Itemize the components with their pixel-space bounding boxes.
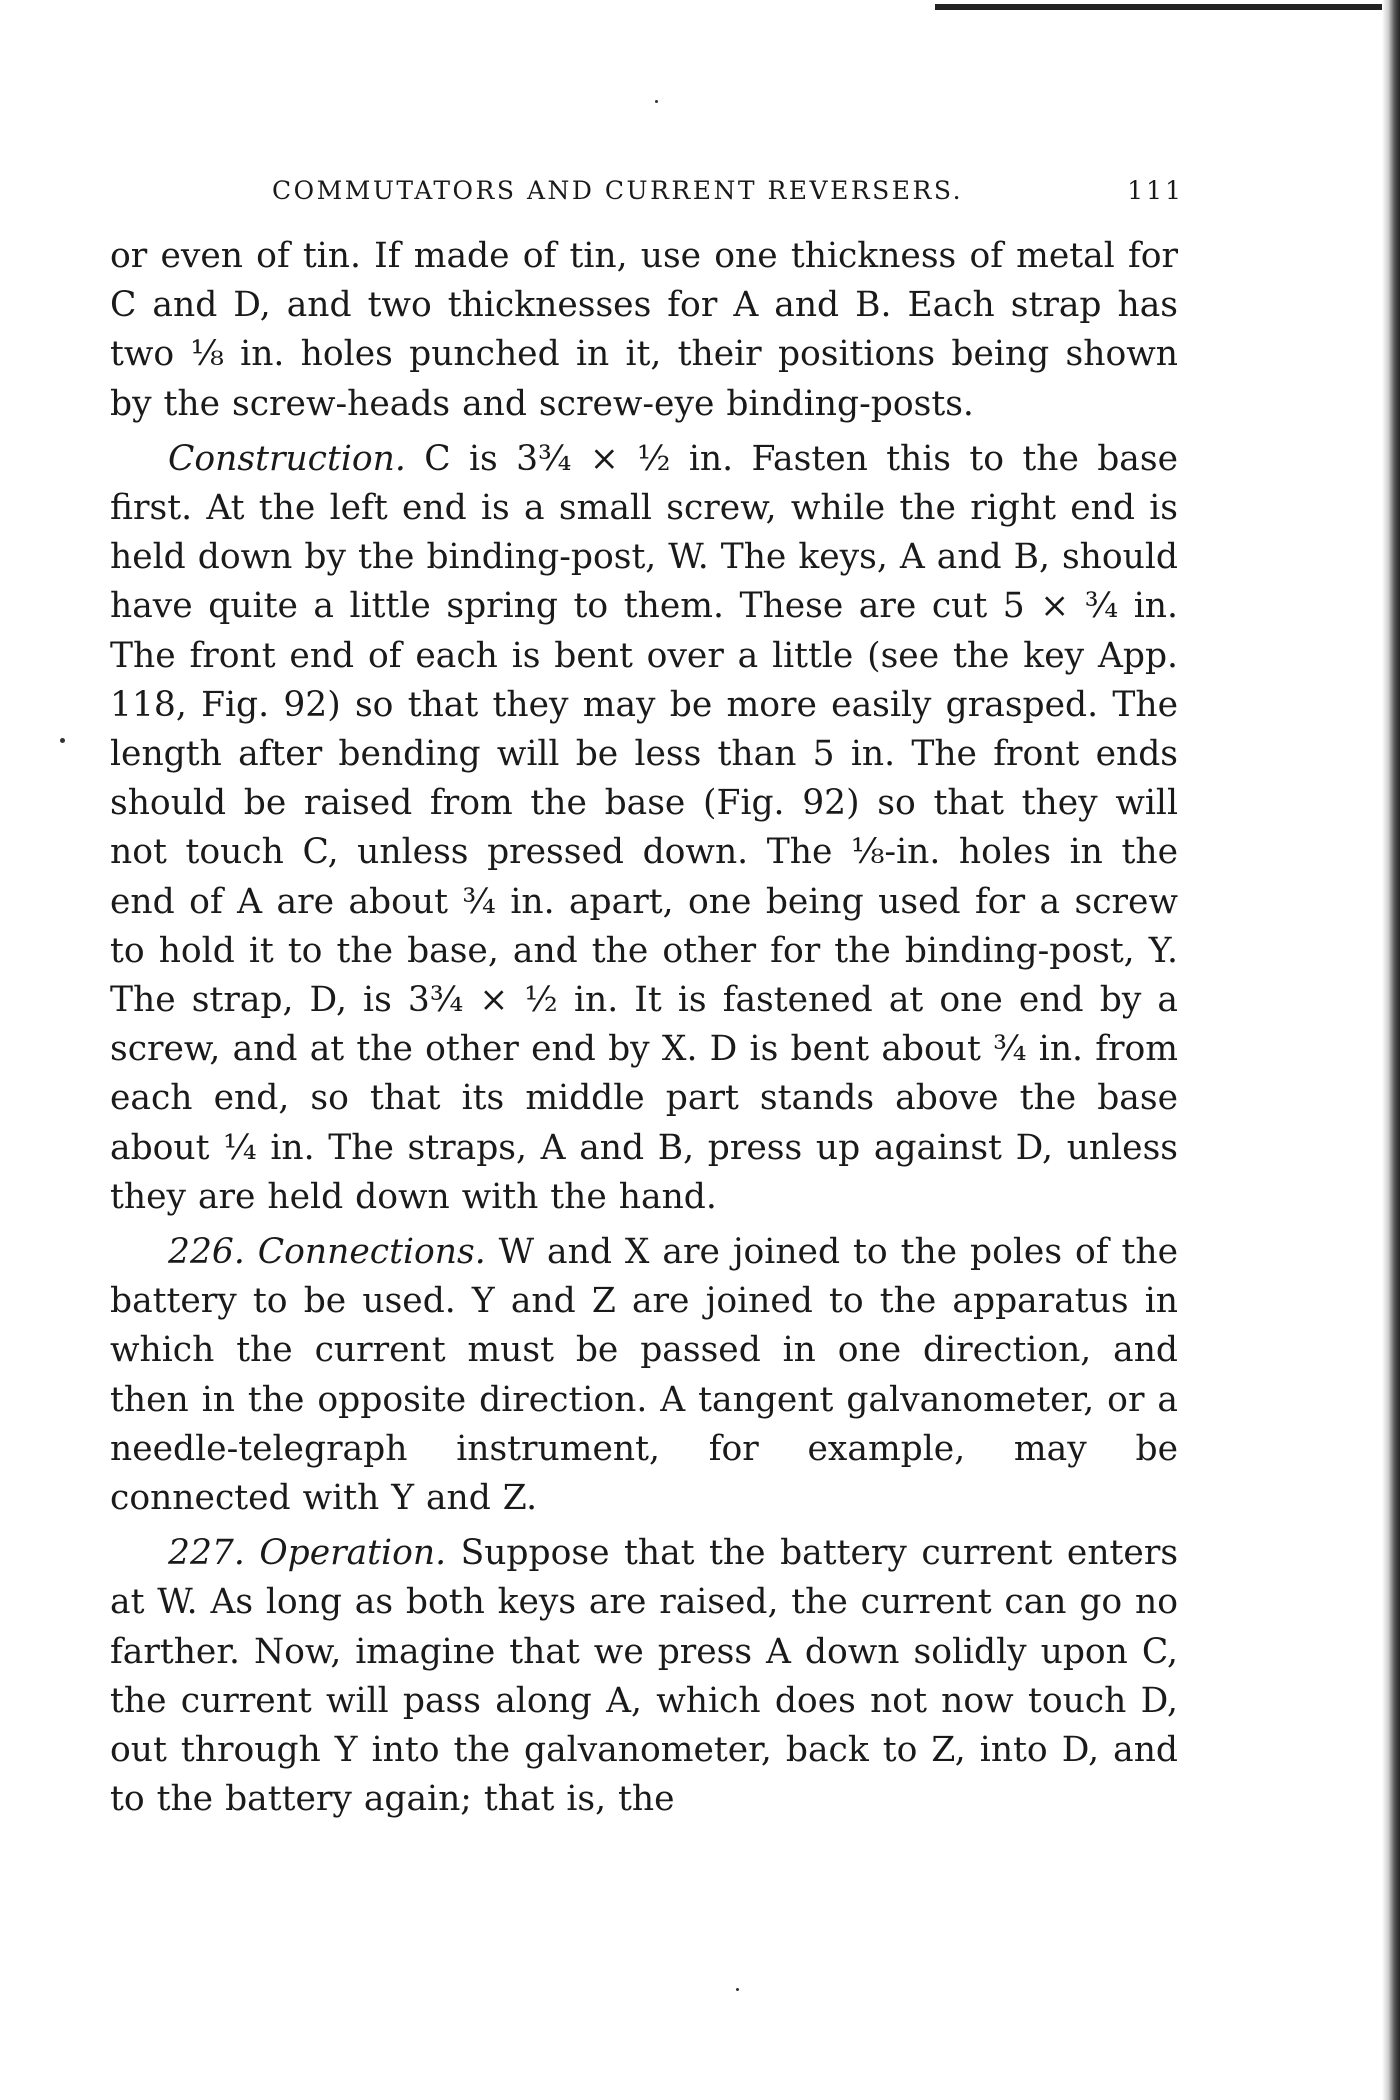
page-header	[272, 176, 1184, 216]
paragraph-continuation	[110, 232, 1178, 429]
paragraph-lead: 227. Operation.	[168, 1533, 447, 1574]
paragraph-construction	[110, 435, 1178, 1222]
scan-speck	[736, 1988, 739, 1991]
scan-speck	[60, 738, 65, 743]
page-binding-edge	[1382, 0, 1400, 2100]
paragraph-text: W and X are joined to the poles of the battery to be used. Y and Z are joined to the apparatus in which the current must be passed in one direction, and then in the opposite direction. A tangent galvanometer, or a needle-telegraph instrument, for example, may be connected with Y and Z.	[110, 1232, 1178, 1519]
paragraph-text: C is 3¾ × ½ in. Fasten this to the base first. At the left end is a small screw, while the right end is held down by the binding-post, W. The keys, A and B, should have quite a little spring to them. These are cut 5 × ¾ in. The front end of each is bent over a little (see the key App. 118, Fig. 92) so that they may be more easily grasped. The length after bending will be less than 5 in. The front ends should be raised from the base (Fig. 92) so that they will not touch C, unless pressed down. The ⅛-in. holes in the end of A are about ¾ in. apart, one being used for a screw to hold it to the base, and the other for the binding-post, Y. The strap, D, is 3¾ × ½ in. It is fastened at one end by a screw, and at the other end by X. D is bent about ¾ in. from each end, so that its middle part stands above the base about ¼ in. The straps, A and B, press up against D, unless they are held down with the hand.	[110, 438, 1178, 1217]
top-rule	[935, 4, 1400, 10]
running-head: COMMUTATORS AND CURRENT REVERSERS.	[272, 176, 964, 205]
paragraph-lead: 226. Connections.	[168, 1232, 486, 1273]
paragraph-text: Suppose that the battery current enters at W. As long as both keys are raised, the current can go no farther. Now, imagine that we press A down solidly upon C, the current will pass along A, which does not now touch D, out through Y into the galvanometer, back to Z, into D, and to the battery again; that is, the	[110, 1533, 1179, 1820]
scan-speck	[655, 100, 658, 103]
paragraph-connections	[110, 1228, 1178, 1523]
page-number: 111	[1127, 176, 1184, 205]
paragraph-lead: Construction.	[168, 438, 406, 479]
paragraph-text: or even of tin. If made of tin, use one thickness of metal for C and D, and two thicknesses for A and B. Each strap has two ⅛ in. holes punched in it, their positions being shown by the screw-heads and screw-eye binding-posts.	[110, 236, 1178, 424]
body-text	[110, 232, 1178, 1831]
paragraph-operation	[110, 1529, 1178, 1824]
